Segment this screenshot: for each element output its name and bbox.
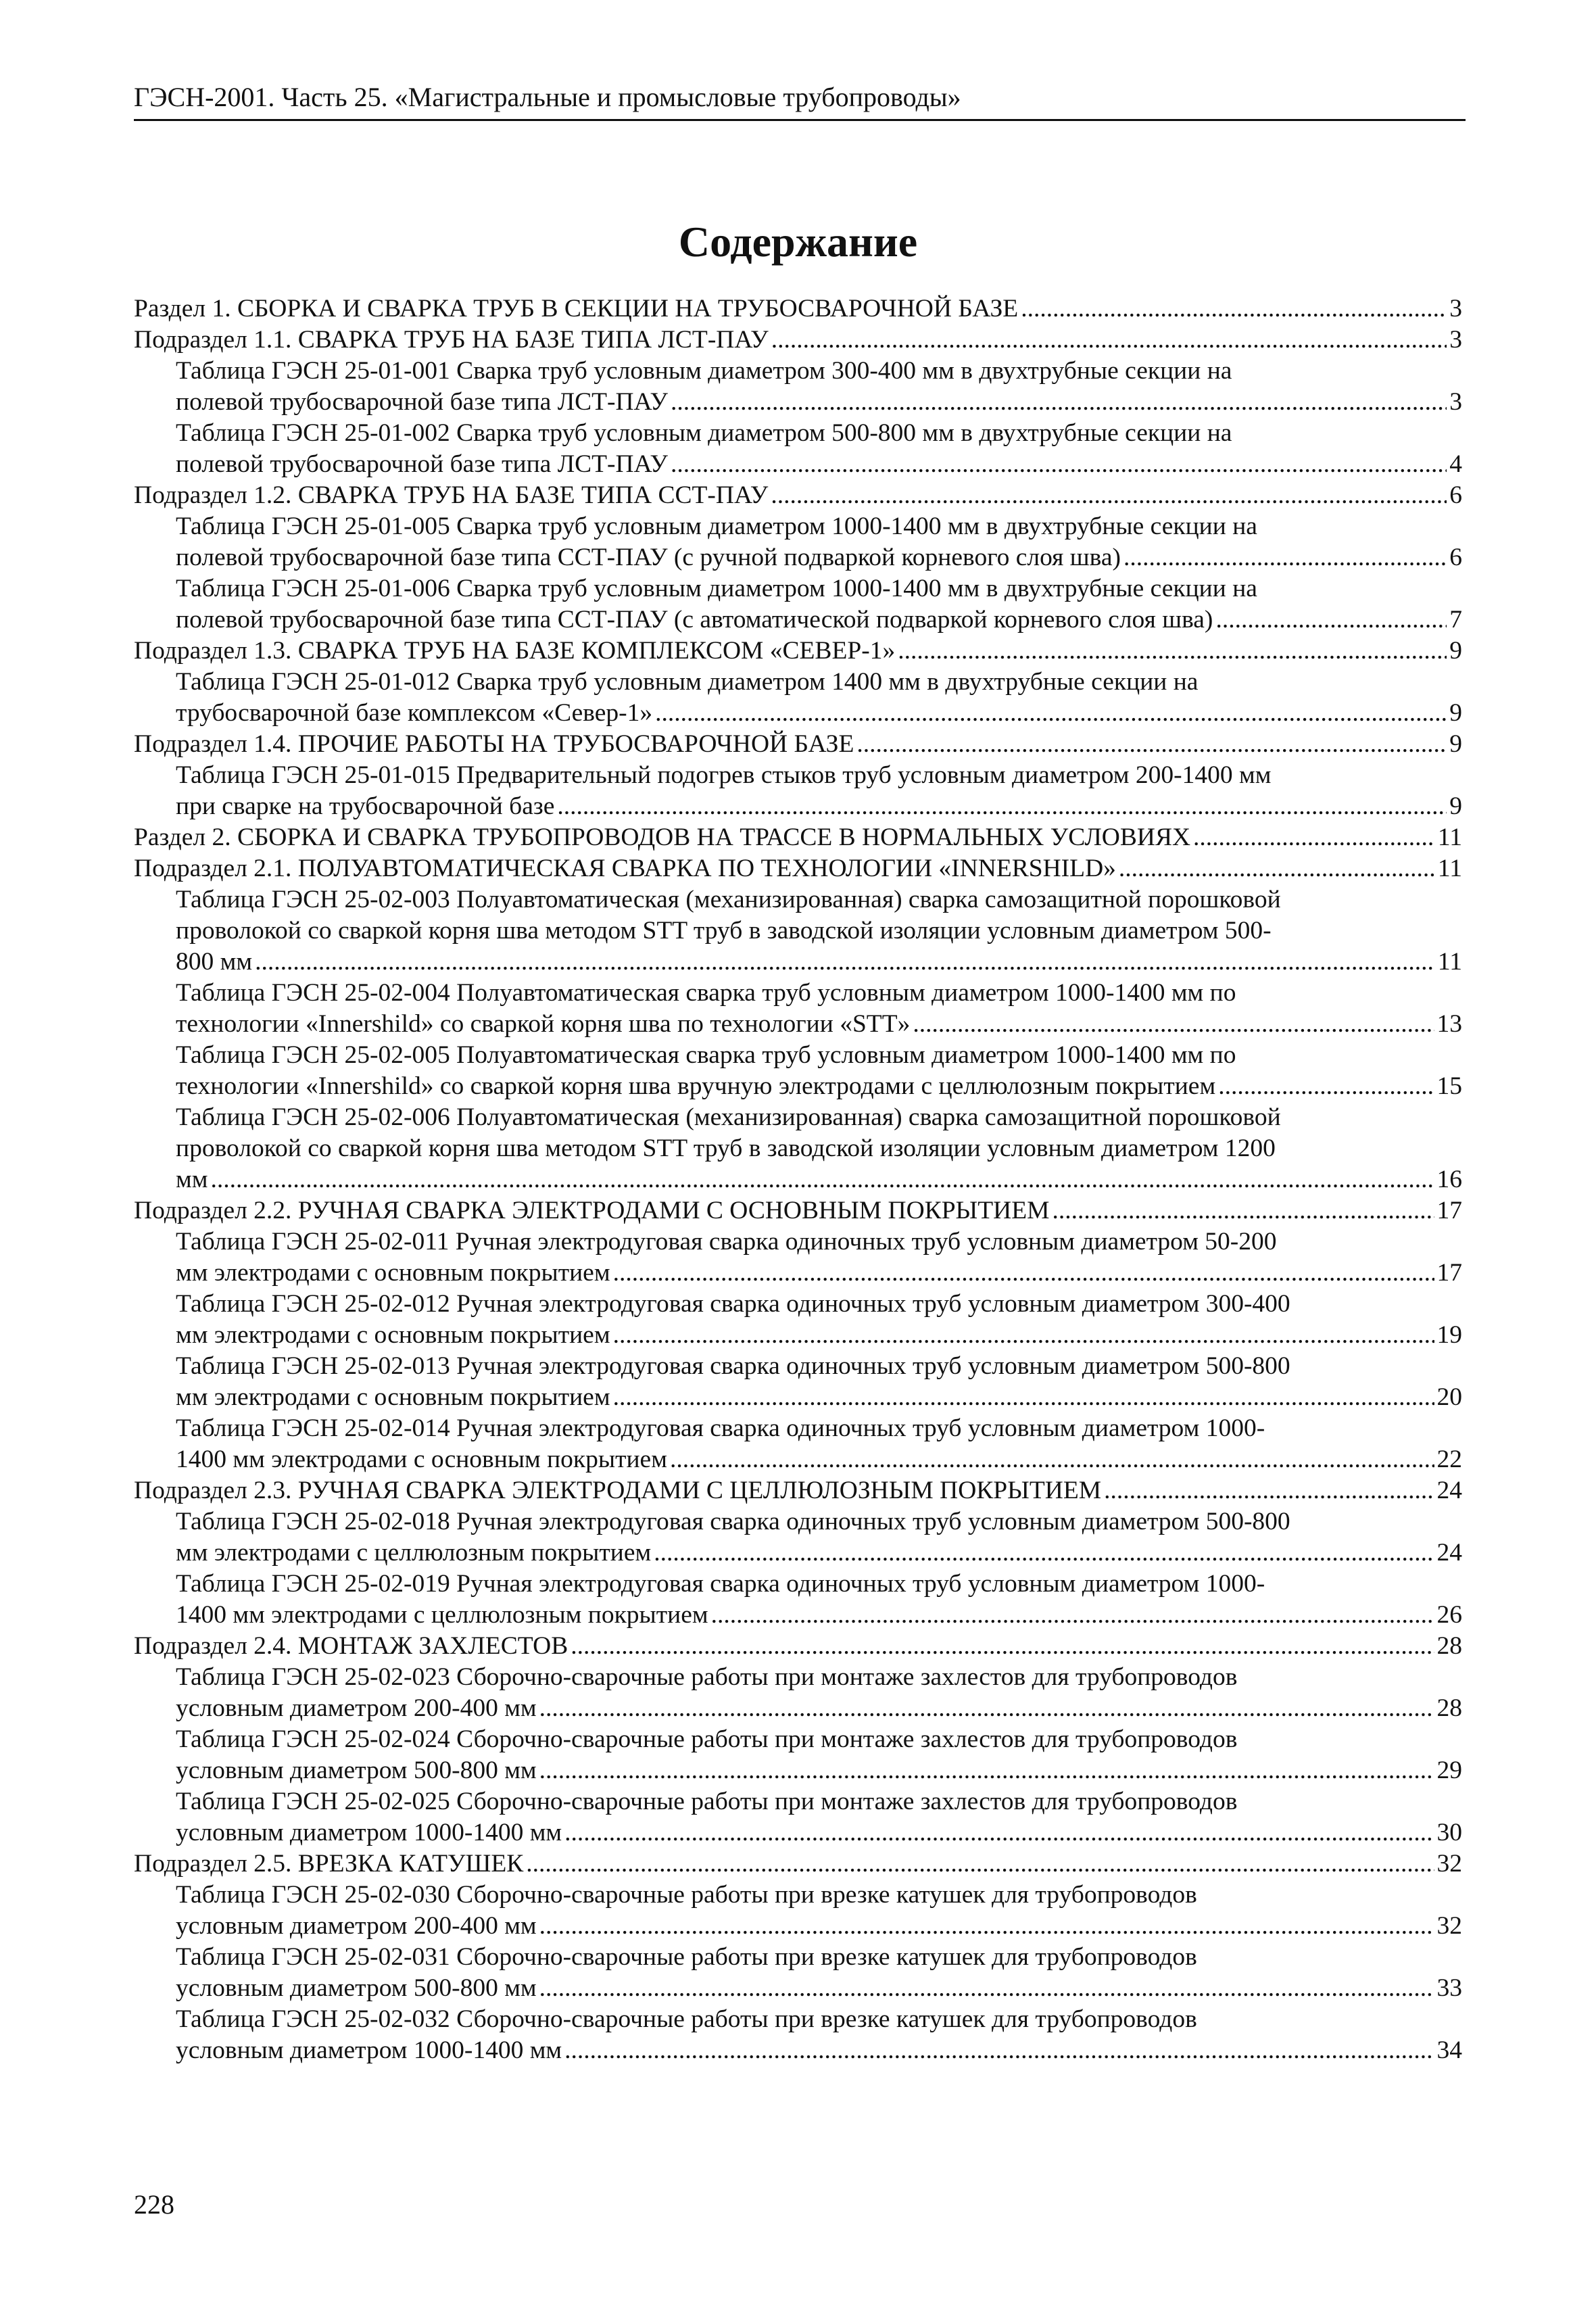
table-of-contents bbox=[134, 293, 1462, 2066]
dot-leader bbox=[654, 1537, 1434, 1569]
toc-entry-text-line: мм электродами с основным покрытием bbox=[176, 1259, 610, 1287]
toc-entry-text-line: Таблица ГЭСН 25-02-030 Сборочно-сварочные работы при врезке катушек для трубопроводов bbox=[176, 1881, 1197, 1909]
toc-entry-table[interactable] bbox=[134, 418, 1462, 480]
toc-entry-page-number: 17 bbox=[1436, 1197, 1462, 1224]
toc-entry-text-line: Таблица ГЭСН 25-02-012 Ручная электродуговая сварка одиночных труб условным диаметром 300-400 bbox=[176, 1290, 1290, 1318]
toc-entry-page-number: 33 bbox=[1436, 1974, 1462, 2002]
toc-entry-text-line: условным диаметром 500-800 мм bbox=[176, 1757, 537, 1784]
dot-leader bbox=[670, 1444, 1434, 1475]
toc-entry-section[interactable] bbox=[134, 1475, 1462, 1506]
toc-entry-text-line: Подраздел 2.2. РУЧНАЯ СВАРКА ЭЛЕКТРОДАМИ С ОСНОВНЫМ ПОКРЫТИЕМ bbox=[134, 1197, 1050, 1224]
toc-entry-section[interactable] bbox=[134, 293, 1462, 325]
dot-leader bbox=[671, 449, 1447, 480]
toc-entry-text-line: Таблица ГЭСН 25-02-003 Полуавтоматическая (механизированная) сварка самозащитной порошковой bbox=[176, 886, 1281, 913]
toc-entry-text-line: Подраздел 2.5. ВРЕЗКА КАТУШЕК bbox=[134, 1850, 524, 1878]
toc-entry-text-line: 1400 мм электродами с целлюлозным покрытием bbox=[176, 1601, 708, 1629]
toc-entry-page-number: 19 bbox=[1436, 1321, 1462, 1349]
toc-entry-table[interactable] bbox=[134, 1942, 1462, 2004]
toc-entry-text-line: Таблица ГЭСН 25-02-032 Сборочно-сварочные работы при врезке катушек для трубопроводов bbox=[176, 2005, 1197, 2033]
toc-entry-page-number: 15 bbox=[1436, 1072, 1462, 1100]
toc-entry-page-number: 9 bbox=[1449, 792, 1462, 820]
toc-entry-text-line: Таблица ГЭСН 25-02-018 Ручная электродуговая сварка одиночных труб условным диаметром 500-800 bbox=[176, 1508, 1290, 1535]
dot-leader bbox=[1104, 1475, 1434, 1506]
dot-leader bbox=[1218, 1071, 1434, 1102]
toc-entry-page-number: 11 bbox=[1437, 824, 1462, 851]
toc-entry-table[interactable] bbox=[134, 1102, 1462, 1195]
toc-entry-text-line: Таблица ГЭСН 25-02-004 Полуавтоматическая сварка труб условным диаметром 1000-1400 мм по bbox=[176, 979, 1236, 1007]
toc-entry-table[interactable] bbox=[134, 1351, 1462, 1413]
toc-entry-page-number: 9 bbox=[1449, 637, 1462, 665]
toc-entry-page-number: 3 bbox=[1449, 388, 1462, 416]
toc-entry-table[interactable] bbox=[134, 978, 1462, 1040]
toc-entry-text-line: Таблица ГЭСН 25-02-024 Сборочно-сварочные работы при монтаже захлестов для трубопроводов bbox=[176, 1725, 1238, 1753]
toc-entry-table[interactable] bbox=[134, 760, 1462, 822]
toc-entry-section[interactable] bbox=[134, 1195, 1462, 1226]
toc-entry-text-line: мм электродами с целлюлозным покрытием bbox=[176, 1539, 652, 1567]
toc-entry-page-number: 9 bbox=[1449, 699, 1462, 727]
toc-entry-table[interactable] bbox=[134, 1569, 1462, 1631]
toc-entry-page-number: 7 bbox=[1449, 606, 1462, 634]
toc-entry-text-line: Таблица ГЭСН 25-02-025 Сборочно-сварочные работы при монтаже захлестов для трубопроводов bbox=[176, 1788, 1238, 1815]
dot-leader bbox=[564, 1817, 1434, 1848]
dot-leader bbox=[539, 1693, 1434, 1724]
toc-entry-text-line: Таблица ГЭСН 25-02-013 Ручная электродуговая сварка одиночных труб условным диаметром 500-800 bbox=[176, 1352, 1290, 1380]
toc-entry-text-line: полевой трубосварочной базе типа ЛСТ-ПАУ bbox=[176, 388, 668, 416]
dot-leader bbox=[526, 1848, 1434, 1880]
toc-entry-text-line: технологии «Innershild» со сваркой корня шва по технологии «STT» bbox=[176, 1010, 911, 1038]
toc-entry-text-line: условным диаметром 1000-1400 мм bbox=[176, 2036, 562, 2064]
toc-entry-page-number: 6 bbox=[1449, 481, 1462, 509]
toc-entry-table[interactable] bbox=[134, 1226, 1462, 1289]
toc-entry-table[interactable] bbox=[134, 1724, 1462, 1786]
toc-entry-text-line: полевой трубосварочной базе типа ССТ-ПАУ (с автоматической подваркой корневого слоя шва) bbox=[176, 606, 1213, 634]
page-number: 228 bbox=[134, 2189, 174, 2220]
dot-leader bbox=[613, 1258, 1434, 1289]
dot-leader bbox=[671, 387, 1447, 418]
toc-entry-table[interactable] bbox=[134, 573, 1462, 636]
toc-entry-text-line: Таблица ГЭСН 25-02-005 Полуавтоматическая сварка труб условным диаметром 1000-1400 мм по bbox=[176, 1041, 1236, 1069]
toc-entry-page-number: 24 bbox=[1436, 1477, 1462, 1504]
toc-entry-table[interactable] bbox=[134, 1786, 1462, 1848]
toc-entry-page-number: 34 bbox=[1436, 2036, 1462, 2064]
toc-entry-text-line: трубосварочной базе комплексом «Север-1» bbox=[176, 699, 653, 727]
dot-leader bbox=[539, 1973, 1434, 2004]
dot-leader bbox=[613, 1320, 1434, 1351]
toc-entry-text-line: Таблица ГЭСН 25-01-001 Сварка труб условным диаметром 300-400 мм в двухтрубные секции на bbox=[176, 357, 1232, 385]
toc-entry-page-number: 16 bbox=[1436, 1166, 1462, 1193]
toc-entry-table[interactable] bbox=[134, 356, 1462, 418]
toc-entry-text-line: проволокой со сваркой корня шва методом STT труб в заводской изоляции условным диаметром 500- bbox=[176, 917, 1272, 945]
toc-entry-text-line: Подраздел 1.1. СВАРКА ТРУБ НА БАЗЕ ТИПА ЛСТ-ПАУ bbox=[134, 326, 769, 354]
toc-entry-section[interactable] bbox=[134, 1631, 1462, 1662]
toc-entry-page-number: 11 bbox=[1437, 855, 1462, 882]
toc-entry-page-number: 26 bbox=[1436, 1601, 1462, 1629]
dot-leader bbox=[255, 947, 1435, 978]
dot-leader bbox=[571, 1631, 1434, 1662]
dot-leader bbox=[210, 1164, 1434, 1195]
dot-leader bbox=[856, 729, 1447, 760]
toc-entry-page-number: 4 bbox=[1449, 450, 1462, 478]
toc-entry-text-line: условным диаметром 200-400 мм bbox=[176, 1694, 537, 1722]
toc-entry-text-line: мм электродами с основным покрытием bbox=[176, 1383, 610, 1411]
toc-entry-table[interactable] bbox=[134, 511, 1462, 573]
toc-entry-text-line: Таблица ГЭСН 25-02-014 Ручная электродуговая сварка одиночных труб условным диаметром 1000- bbox=[176, 1414, 1265, 1442]
toc-entry-page-number: 11 bbox=[1437, 948, 1462, 976]
dot-leader bbox=[711, 1600, 1434, 1631]
toc-entry-section[interactable] bbox=[134, 636, 1462, 667]
toc-entry-section[interactable] bbox=[134, 480, 1462, 511]
toc-entry-page-number: 32 bbox=[1436, 1850, 1462, 1878]
running-header: ГЭСН-2001. Часть 25. «Магистральные и промысловые трубопроводы» bbox=[134, 80, 1466, 121]
toc-entry-text-line: Таблица ГЭСН 25-01-006 Сварка труб условным диаметром 1000-1400 мм в двухтрубные секции на bbox=[176, 575, 1257, 602]
toc-entry-table[interactable] bbox=[134, 884, 1462, 978]
toc-entry-text-line: Раздел 1. СБОРКА И СВАРКА ТРУБ В СЕКЦИИ НА ТРУБОСВАРОЧНОЙ БАЗЕ bbox=[134, 295, 1019, 323]
toc-entry-page-number: 3 bbox=[1449, 326, 1462, 354]
toc-entry-text-line: полевой трубосварочной базе типа ССТ-ПАУ (с ручной подваркой корневого слоя шва) bbox=[176, 544, 1121, 571]
toc-entry-page-number: 3 bbox=[1449, 295, 1462, 323]
toc-entry-page-number: 24 bbox=[1436, 1539, 1462, 1567]
toc-entry-text-line: 1400 мм электродами с основным покрытием bbox=[176, 1446, 667, 1473]
dot-leader bbox=[898, 636, 1447, 667]
toc-entry-section[interactable] bbox=[134, 822, 1462, 853]
dot-leader bbox=[564, 2035, 1434, 2066]
toc-entry-text-line: при сварке на трубосварочной базе bbox=[176, 792, 555, 820]
toc-entry-section[interactable] bbox=[134, 853, 1462, 884]
toc-entry-text-line: Таблица ГЭСН 25-02-023 Сборочно-сварочные работы при монтаже захлестов для трубопроводов bbox=[176, 1663, 1238, 1691]
toc-entry-section[interactable] bbox=[134, 729, 1462, 760]
toc-entry-table[interactable] bbox=[134, 1040, 1462, 1102]
toc-entry-text-line: Таблица ГЭСН 25-01-015 Предварительный подогрев стыков труб условным диаметром 200-1400 мм bbox=[176, 761, 1272, 789]
toc-entry-text-line: Подраздел 2.1. ПОЛУАВТОМАТИЧЕСКАЯ СВАРКА ПО ТЕХНОЛОГИИ «INNERSHILD» bbox=[134, 855, 1116, 882]
toc-entry-text-line: Таблица ГЭСН 25-02-019 Ручная электродуговая сварка одиночных труб условным диаметром 1000- bbox=[176, 1570, 1265, 1598]
toc-entry-text-line: Подраздел 1.4. ПРОЧИЕ РАБОТЫ НА ТРУБОСВАРОЧНОЙ БАЗЕ bbox=[134, 730, 854, 758]
toc-entry-text-line: полевой трубосварочной базе типа ЛСТ-ПАУ bbox=[176, 450, 668, 478]
toc-entry-text-line: Подраздел 1.2. СВАРКА ТРУБ НА БАЗЕ ТИПА ССТ-ПАУ bbox=[134, 481, 769, 509]
toc-entry-text-line: Таблица ГЭСН 25-01-002 Сварка труб условным диаметром 500-800 мм в двухтрубные секции на bbox=[176, 419, 1232, 447]
toc-entry-section[interactable] bbox=[134, 1848, 1462, 1880]
toc-entry-table[interactable] bbox=[134, 2004, 1462, 2066]
dot-leader bbox=[539, 1755, 1434, 1786]
toc-entry-table[interactable] bbox=[134, 1289, 1462, 1351]
toc-entry-table[interactable] bbox=[134, 667, 1462, 729]
toc-entry-table[interactable] bbox=[134, 1662, 1462, 1724]
toc-entry-text-line: проволокой со сваркой корня шва методом STT труб в заводской изоляции условным диаметром 1200 bbox=[176, 1135, 1276, 1162]
toc-entry-text-line: Таблица ГЭСН 25-01-012 Сварка труб условным диаметром 1400 мм в двухтрубные секции на bbox=[176, 668, 1199, 696]
toc-entry-text-line: мм электродами с основным покрытием bbox=[176, 1321, 610, 1349]
page-title: Содержание bbox=[678, 218, 918, 266]
dot-leader bbox=[1119, 853, 1435, 884]
dot-leader bbox=[1053, 1195, 1434, 1226]
dot-leader bbox=[771, 480, 1447, 511]
toc-entry-text-line: Подраздел 2.4. МОНТАЖ ЗАХЛЕСТОВ bbox=[134, 1632, 569, 1660]
toc-entry-page-number: 13 bbox=[1436, 1010, 1462, 1038]
toc-entry-table[interactable] bbox=[134, 1413, 1462, 1475]
toc-entry-page-number: 32 bbox=[1436, 1912, 1462, 1940]
toc-entry-text-line: Подраздел 1.3. СВАРКА ТРУБ НА БАЗЕ КОМПЛЕКСОМ «СЕВЕР-1» bbox=[134, 637, 896, 665]
toc-entry-text-line: условным диаметром 200-400 мм bbox=[176, 1912, 537, 1940]
toc-entry-section[interactable] bbox=[134, 325, 1462, 356]
toc-entry-text-line: Подраздел 2.3. РУЧНАЯ СВАРКА ЭЛЕКТРОДАМИ С ЦЕЛЛЮЛОЗНЫМ ПОКРЫТИЕМ bbox=[134, 1477, 1102, 1504]
toc-entry-text-line: Раздел 2. СБОРКА И СВАРКА ТРУБОПРОВОДОВ НА ТРАССЕ В НОРМАЛЬНЫХ УСЛОВИЯХ bbox=[134, 824, 1191, 851]
dot-leader bbox=[1215, 604, 1447, 636]
toc-entry-page-number: 28 bbox=[1436, 1694, 1462, 1722]
toc-entry-page-number: 9 bbox=[1449, 730, 1462, 758]
dot-leader bbox=[1123, 542, 1447, 573]
dot-leader bbox=[1193, 822, 1435, 853]
toc-entry-page-number: 29 bbox=[1436, 1757, 1462, 1784]
toc-entry-text-line: 800 мм bbox=[176, 948, 253, 976]
toc-entry-page-number: 6 bbox=[1449, 544, 1462, 571]
dot-leader bbox=[613, 1382, 1434, 1413]
toc-entry-text-line: Таблица ГЭСН 25-01-005 Сварка труб условным диаметром 1000-1400 мм в двухтрубные секции на bbox=[176, 512, 1257, 540]
toc-entry-text-line: Таблица ГЭСН 25-02-031 Сборочно-сварочные работы при врезке катушек для трубопроводов bbox=[176, 1943, 1197, 1971]
dot-leader bbox=[655, 698, 1447, 729]
toc-entry-text-line: Таблица ГЭСН 25-02-006 Полуавтоматическая (механизированная) сварка самозащитной порошковой bbox=[176, 1103, 1281, 1131]
dot-leader bbox=[557, 791, 1447, 822]
toc-entry-text-line: условным диаметром 1000-1400 мм bbox=[176, 1819, 562, 1846]
dot-leader bbox=[1021, 293, 1447, 325]
toc-entry-page-number: 17 bbox=[1436, 1259, 1462, 1287]
toc-entry-page-number: 30 bbox=[1436, 1819, 1462, 1846]
toc-entry-table[interactable] bbox=[134, 1880, 1462, 1942]
dot-leader bbox=[539, 1911, 1434, 1942]
dot-leader bbox=[913, 1009, 1434, 1040]
toc-entry-page-number: 22 bbox=[1436, 1446, 1462, 1473]
toc-entry-text-line: Таблица ГЭСН 25-02-011 Ручная электродуговая сварка одиночных труб условным диаметром 50-200 bbox=[176, 1228, 1277, 1256]
toc-entry-text-line: технологии «Innershild» со сваркой корня шва вручную электродами с целлюлозным покрытием bbox=[176, 1072, 1216, 1100]
toc-entry-text-line: мм bbox=[176, 1166, 208, 1193]
toc-entry-text-line: условным диаметром 500-800 мм bbox=[176, 1974, 537, 2002]
toc-entry-page-number: 28 bbox=[1436, 1632, 1462, 1660]
toc-entry-page-number: 20 bbox=[1436, 1383, 1462, 1411]
dot-leader bbox=[771, 325, 1447, 356]
toc-entry-table[interactable] bbox=[134, 1506, 1462, 1569]
